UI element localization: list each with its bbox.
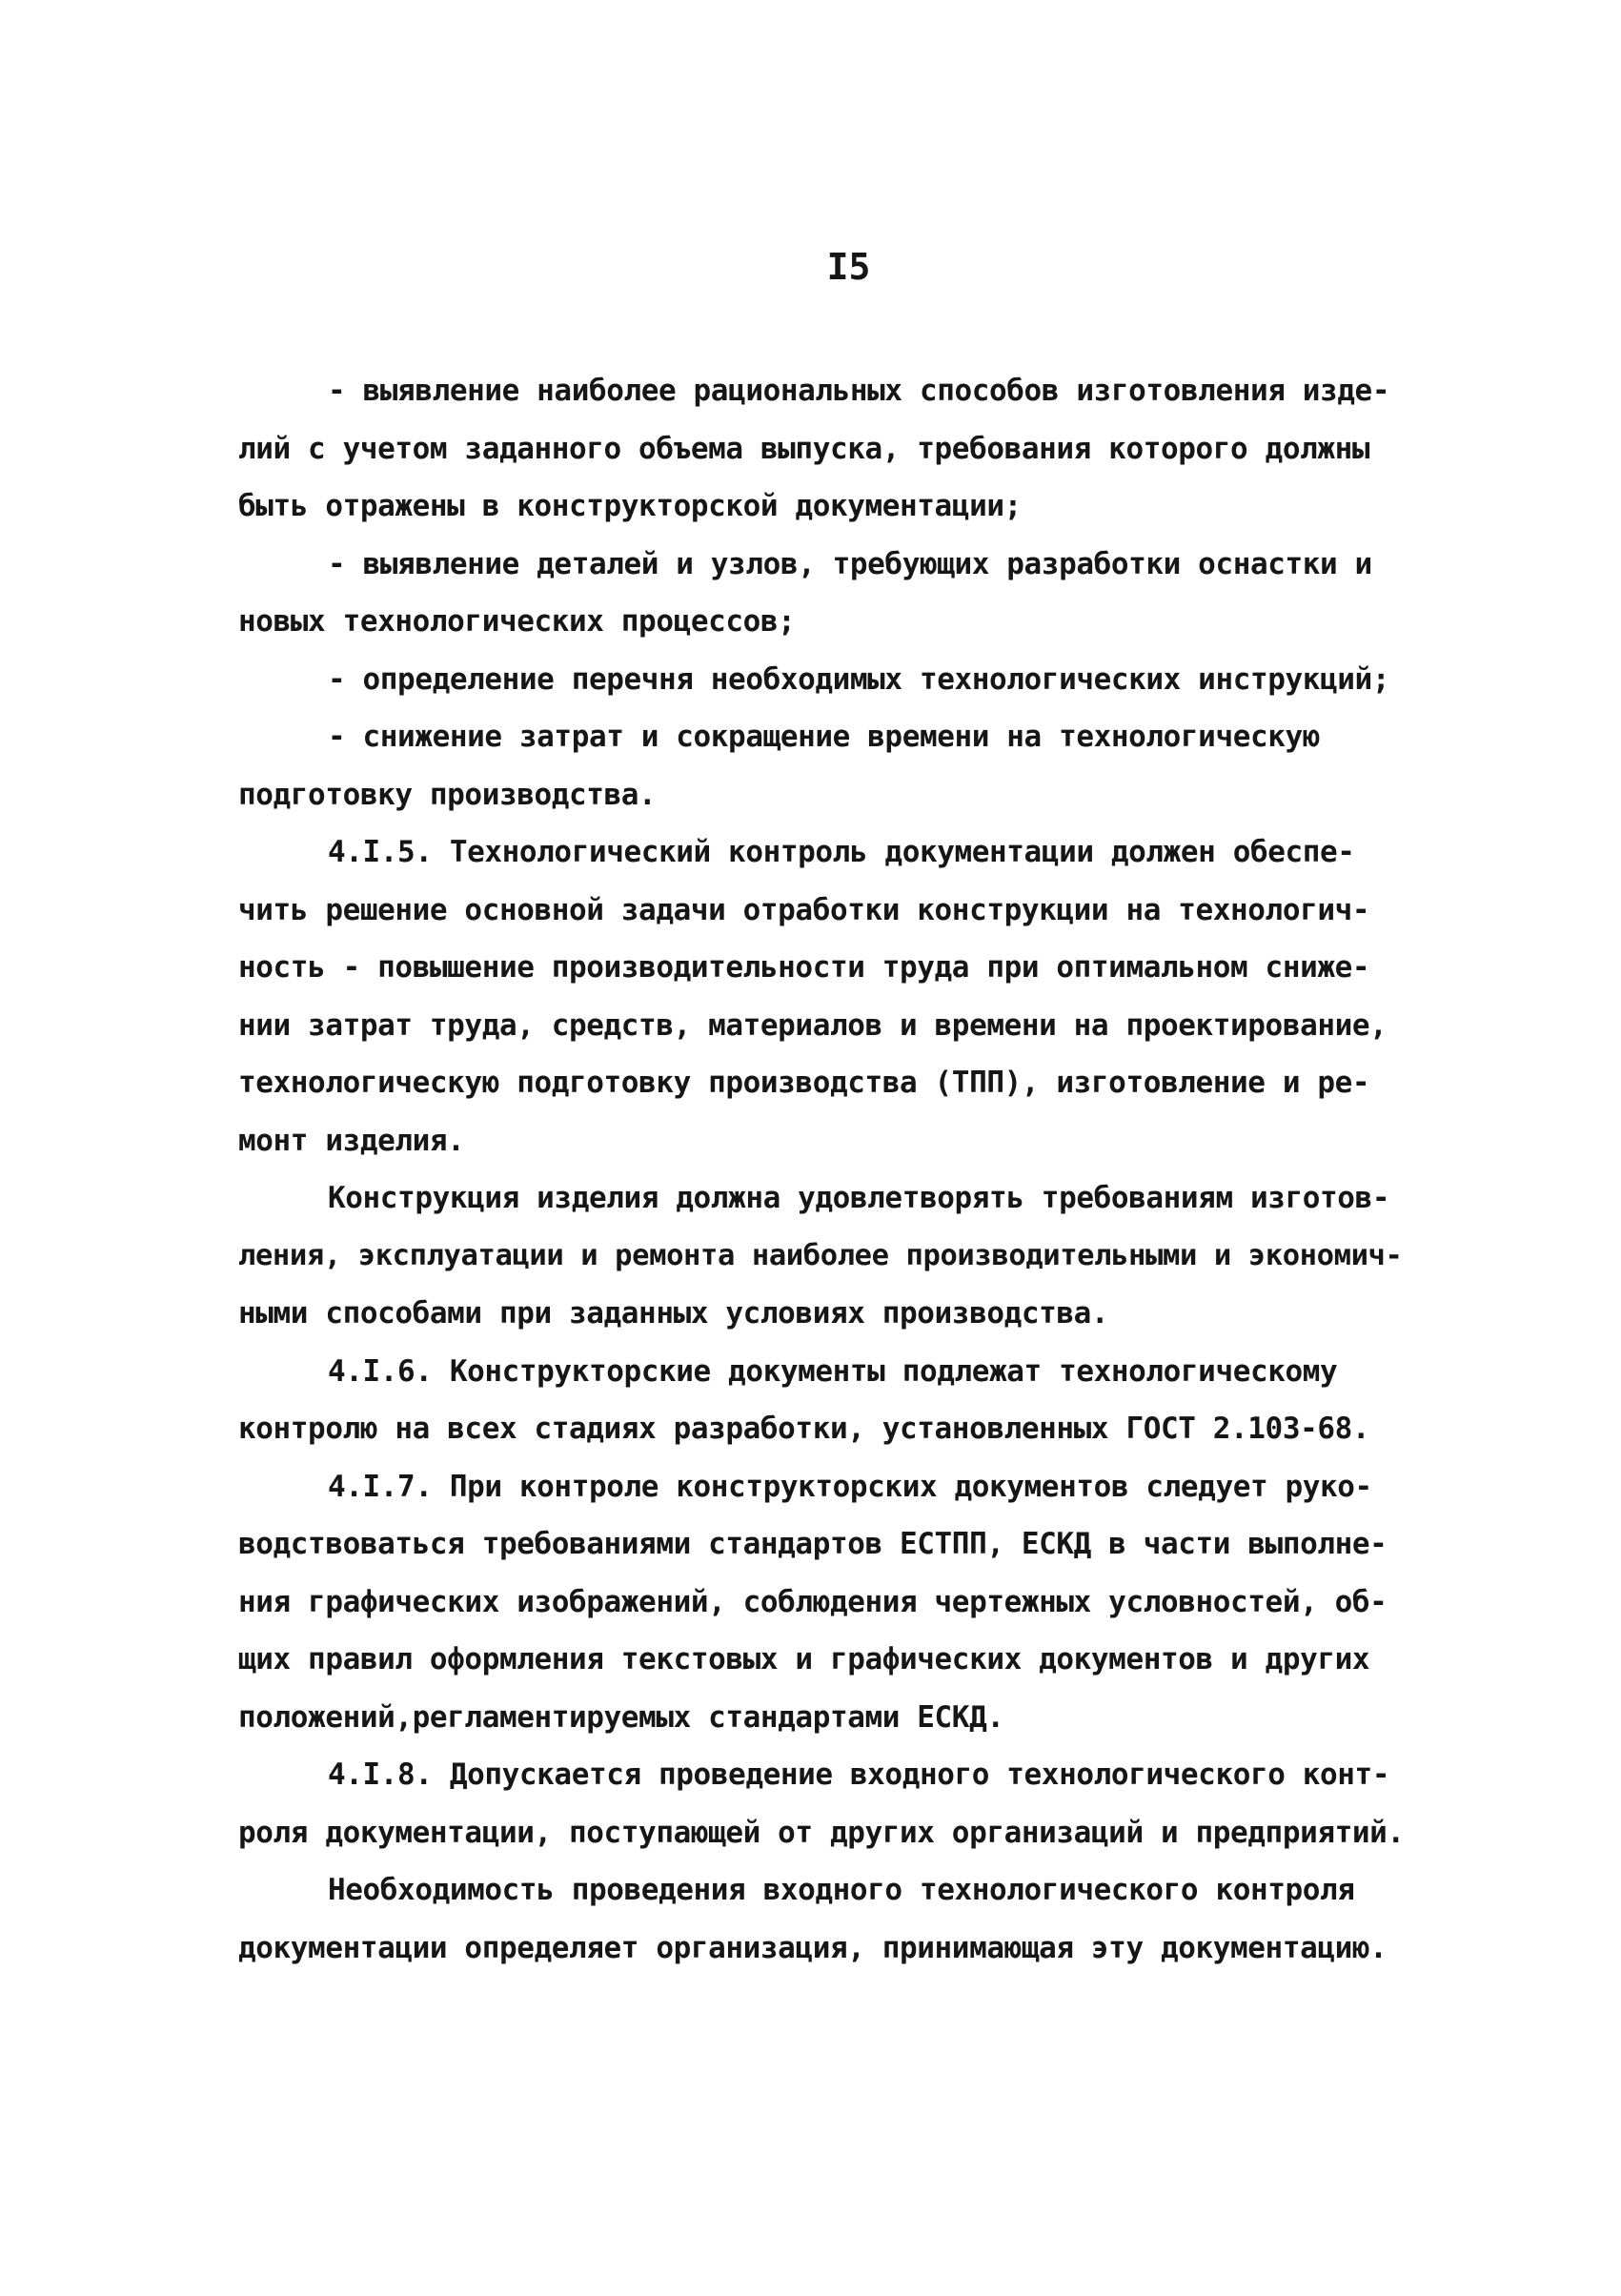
text-line: водствоваться требованиями стандартов ЕСТПП, ЕСКД в части выполне- — [238, 1527, 1388, 1561]
text-line: 4.I.7. При контроле конструкторских документов следует руко- — [328, 1469, 1372, 1504]
text-line: 4.I.8. Допускается проведение входного технологического конт- — [328, 1758, 1390, 1792]
text-line: Конструкция изделия должна удовлетворять требованиям изготов- — [328, 1181, 1390, 1215]
text-line: ния графических изображений, соблюдения чертежных условностей, об- — [238, 1584, 1388, 1619]
text-line: нии затрат труда, средств, материалов и времени на проектирование, — [238, 1007, 1388, 1043]
text-line: чить решение основной задачи отработки конструкции на технологич- — [238, 892, 1370, 927]
text-line: - выявление наиболее рациональных способов изготовления изде- — [328, 374, 1390, 408]
text-line: роля документации, поступающей от других организаций и предприятий. — [238, 1815, 1405, 1850]
text-line: монт изделия. — [238, 1123, 465, 1158]
page-number: I5 — [826, 246, 871, 288]
text-line: ными способами при заданных условиях производства. — [238, 1296, 1109, 1331]
text-line: новых технологических процессов; — [238, 604, 796, 639]
text-line: Необходимость проведения входного технологического контроля — [328, 1873, 1355, 1907]
text-line: щих правил оформления текстовых и графических документов и других — [238, 1642, 1370, 1676]
text-line: 4.I.5. Технологический контроль документации должен обеспе- — [328, 835, 1355, 869]
text-line: документации определяет организация, принимающая эту документацию. — [238, 1930, 1388, 1965]
text-line: положений,регламентируемых стандартами ЕСКД. — [238, 1699, 1004, 1735]
text-line: подготовку производства. — [238, 777, 657, 812]
text-line: - определение перечня необходимых технологических инструкций; — [328, 661, 1390, 697]
text-line: - снижение затрат и сокращение времени на технологическую — [328, 720, 1321, 754]
text-line: 4.I.6. Конструкторские документы подлежат технологическому — [328, 1353, 1338, 1389]
text-line: контролю на всех стадиях разработки, установленных ГОСТ 2.103-68. — [238, 1412, 1370, 1446]
text-line: ления, эксплуатации и ремонта наиболее производительными и экономич- — [238, 1238, 1403, 1272]
text-line: ность - повышение производительности труда при оптимальном сниже- — [238, 950, 1370, 985]
text-line: быть отражены в конструкторской документации; — [238, 489, 1022, 523]
text-line: лий с учетом заданного объема выпуска, требования которого должны — [238, 431, 1370, 466]
text-line: - выявление деталей и узлов, требующих разработки оснастки и — [328, 546, 1372, 581]
text-line: технологическую подготовку производства (ТПП), изготовление и ре- — [238, 1066, 1370, 1100]
document-body — [238, 362, 1420, 1977]
